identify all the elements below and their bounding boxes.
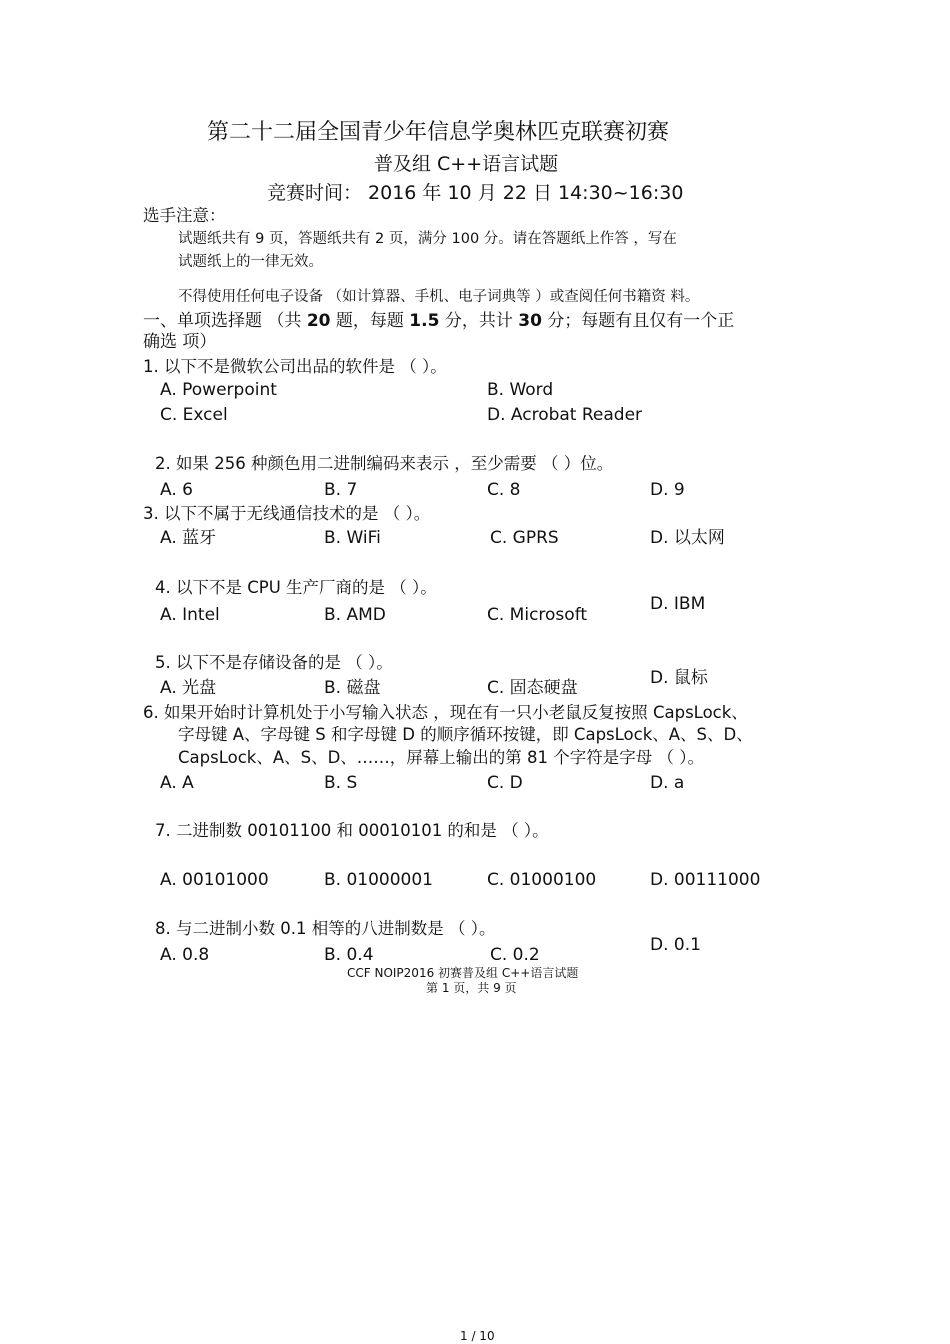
question-4-option-b: B. AMD [324,605,386,625]
question-6-option-a: A. A [160,773,194,793]
question-2-option-c: C. 8 [487,480,521,500]
notice-line-1: 试题纸共有 9 页，答题纸共有 2 页，满分 100 分。请在答题纸上作答 ，写在 [178,231,677,247]
question-8-stem: 8. 与二进制小数 0.1 相等的八进制数是 （ ）。 [155,919,496,938]
question-7-stem: 7. 二进制数 00101100 和 00010101 的和是 （ ）。 [155,821,549,840]
question-3-option-c: C. GPRS [490,528,559,548]
section-question-count: 20 [306,311,331,331]
question-8-option-a: A. 0.8 [160,945,210,965]
question-1-option-c: C. Excel [160,405,228,425]
exam-subtitle: 普及组 C++语言试题 [374,153,559,175]
question-2-option-b: B. 7 [324,480,358,500]
question-7-option-a: A. 00101000 [160,870,269,890]
page-footer-title: CCF NOIP2016 初赛普及组 C++语言试题 [347,966,579,980]
question-3-option-d: D. 以太网 [650,528,725,548]
question-8-option-b: B. 0.4 [324,945,374,965]
question-7-option-d: D. 00111000 [650,870,761,890]
section-heading-part-d: 分；每题有且仅有一个正 [547,311,735,331]
viewer-page-indicator: 1 / 10 [460,1329,495,1343]
question-1-option-b: B. Word [487,380,554,400]
question-5-option-a: A. 光盘 [160,678,217,698]
notice-heading: 选手注意： [143,206,226,225]
section-heading-part-c: 分，共计 [444,311,513,331]
question-2-stem: 2. 如果 256 种颜色用二进制编码来表示 ，至少需要 （ ）位。 [155,454,614,473]
question-4-option-d: D. IBM [650,594,706,614]
question-5-stem: 5. 以下不是存储设备的是 （ ）。 [155,653,393,672]
section-heading [143,313,734,330]
section-score-total: 30 [518,311,542,331]
question-7-option-c: C. 01000100 [487,870,597,890]
question-6-stem-line-2: 字母键 A、字母键 S 和字母键 D 的顺序循环按键，即 CapsLock、A、S、D、 [178,725,753,744]
question-1-option-d: D. Acrobat Reader [487,405,643,425]
question-4-option-a: A. Intel [160,605,220,625]
question-5-option-b: B. 磁盘 [324,678,381,698]
section-heading-part-b: 题，每题 [335,311,404,331]
section-score-each: 1.5 [409,311,440,331]
question-3-stem: 3. 以下不属于无线通信技术的是 （ ）。 [143,504,431,523]
question-3-option-a: A. 蓝牙 [160,528,217,548]
question-8-option-c: C. 0.2 [490,945,540,965]
question-4-option-c: C. Microsoft [487,605,588,625]
question-6-option-b: B. S [324,773,358,793]
question-1-option-a: A. Powerpoint [160,380,277,400]
question-6-option-c: C. D [487,773,523,793]
page-footer-number: 第 1 页，共 9 页 [426,981,517,995]
question-1-stem: 1. 以下不是微软公司出品的软件是 （ ）。 [143,357,447,376]
question-5-option-d: D. 鼠标 [650,668,708,688]
exam-time: 竞赛时间： 2016 年 10 月 22 日 14:30~16:30 [267,182,684,204]
question-5-option-c: C. 固态硬盘 [487,678,578,698]
question-3-option-b: B. WiFi [324,528,381,548]
question-7-option-b: B. 01000001 [324,870,433,890]
exam-title: 第二十二届全国青少年信息学奥林匹克联赛初赛 [207,120,670,145]
section-heading-line-2: 确选 项） [143,332,217,352]
question-2-option-a: A. 6 [160,480,193,500]
notice-line-2: 试题纸上的一律无效。 [178,254,323,270]
question-6-stem-line-1: 6. 如果开始时计算机处于小写输入状态 ，现在有一只小老鼠反复按照 CapsLock、 [143,703,748,722]
question-8-option-d: D. 0.1 [650,935,701,955]
question-6-stem-line-3: CapsLock、A、S、D、……，屏幕上输出的第 81 个字符是字母 （ ）。 [178,748,705,767]
question-2-option-d: D. 9 [650,480,685,500]
question-6-option-d: D. a [650,773,685,793]
section-heading-part-a: 一、单项选择题 （共 [143,311,302,331]
notice-line-3: 不得使用任何电子设备 （如计算器、手机、电子词典等 ）或查阅任何书籍资 料。 [178,289,700,305]
question-4-stem: 4. 以下不是 CPU 生产厂商的是 （ ）。 [155,578,437,597]
